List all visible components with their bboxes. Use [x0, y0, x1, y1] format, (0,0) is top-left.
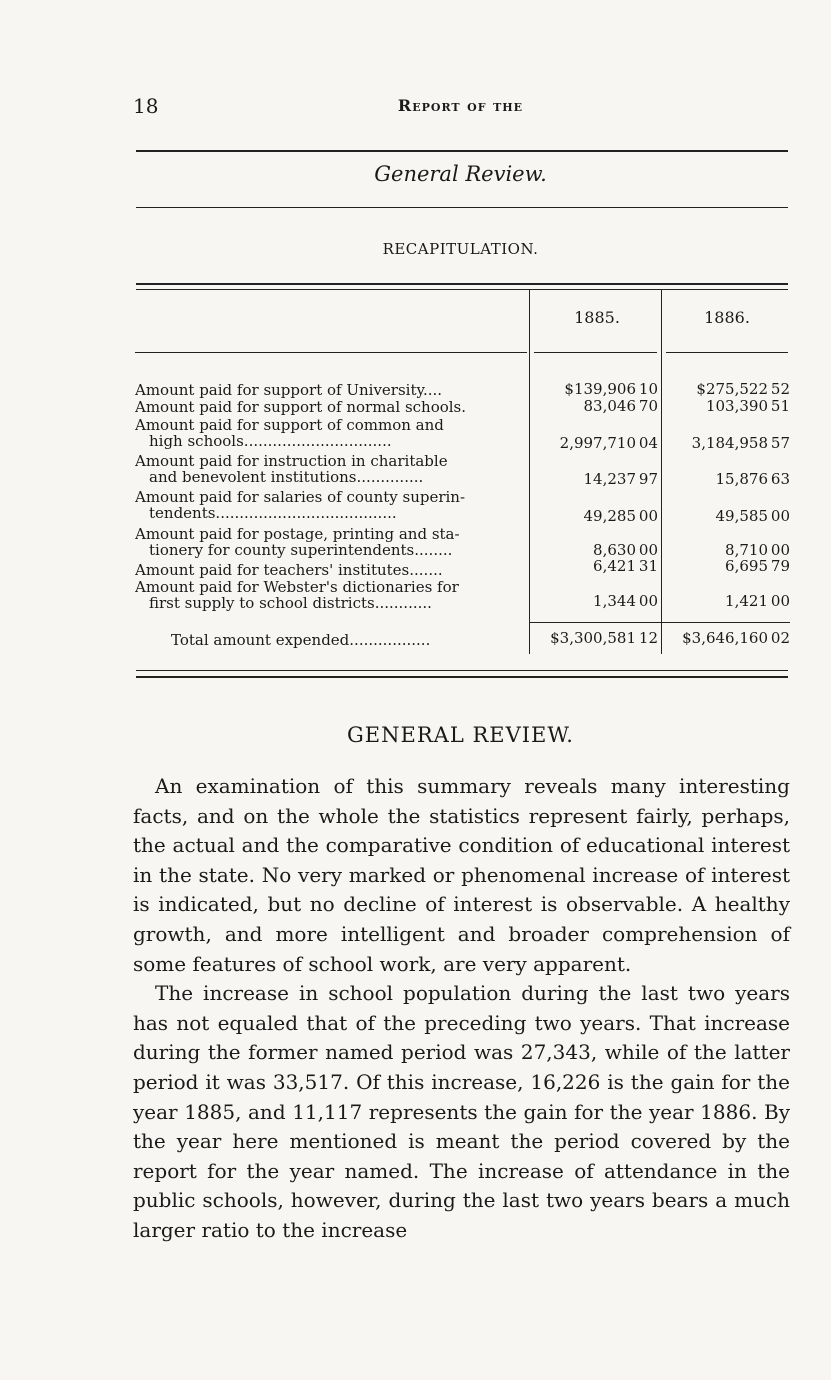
section-heading: General Review. [374, 162, 547, 186]
table-cell-1886: 8,710 00 [725, 541, 790, 559]
table-bottom-rule-thick [136, 676, 788, 678]
table-row-label: Amount paid for teachers' institutes....... [135, 562, 443, 578]
table-cell-1885: 2,997,710 04 [559, 434, 658, 452]
table-cell-1885: 1,344 00 [593, 592, 658, 610]
body-heading: GENERAL REVIEW. [347, 723, 574, 747]
header-underline [666, 352, 788, 353]
table-cell-1885: 6,421 31 [593, 557, 658, 575]
table-row-label: Amount paid for support of common and high schools............................... [135, 417, 444, 449]
table-cell-1885: 49,285 00 [583, 507, 658, 525]
table-cell-1886: 103,390 51 [705, 397, 790, 415]
section-rule [136, 207, 788, 208]
total-rule [529, 622, 790, 623]
page-number: 18 [133, 94, 159, 118]
table-heading: RECAPITULATION. [382, 240, 539, 258]
running-title: Report of the [397, 96, 524, 115]
header-underline [135, 352, 527, 353]
column-header-1885: 1885. [574, 308, 620, 327]
table-top-rule [136, 283, 788, 285]
table-bottom-rule [136, 670, 788, 671]
table-row-label: Amount paid for support of normal schools. [135, 399, 467, 415]
table-row-label: Amount paid for support of University.... [135, 382, 443, 398]
column-divider [661, 290, 662, 654]
table-row-label: Amount paid for instruction in charitable and benevolent institutions.............. [135, 453, 448, 485]
recapitulation-table [133, 290, 790, 660]
total-1886: $3,646,160 02 [682, 629, 790, 647]
table-cell-1886: 3,184,958 57 [691, 434, 790, 452]
table-cell-1885: 14,237 97 [583, 470, 658, 488]
table-cell-1885: 8,630 00 [593, 541, 658, 559]
table-row-label: Amount paid for salaries of county superin- tendents...................................... [135, 489, 466, 521]
table-cell-1885: 83,046 70 [583, 397, 658, 415]
column-divider [529, 290, 530, 654]
paragraph: An examination of this summary reveals many interesting facts, and on the whole the statistics represent fairly, perhaps, the actual and the comparative condition of educational interest in the state. No very marked or phenomenal increase of interest is indicated, but no decline of interest is observable. A healthy growth, and more intelligent and broader comprehension of some features of school work, are very apparent. [133, 774, 790, 976]
header-underline [534, 352, 657, 353]
table-cell-1885: $139,906 10 [564, 380, 658, 398]
table-cell-1886: 6,695 79 [725, 557, 790, 575]
total-1885: $3,300,581 12 [550, 629, 658, 647]
table-cell-1886: 15,876 63 [715, 470, 790, 488]
table-row-label: Amount paid for Webster's dictionaries for first supply to school districts............ [135, 579, 459, 611]
table-cell-1886: $275,522 52 [696, 380, 790, 398]
table-cell-1886: 1,421 00 [725, 592, 790, 610]
header-rule [136, 150, 788, 152]
table-row-label: Amount paid for postage, printing and sta- tionery for county superintendents........ [135, 526, 460, 558]
paragraph: The increase in school population during the last two years has not equaled that of the preceding two years. That increase during the former named period was 27,343, while of the latter period it was 33,517. Of this increase, 16,226 is the gain for the year 1885, and 11,117 represents the gain for the year 1886. By the year here mentioned is meant the period covered by the report for the year named. The increase of attendance in the public schools, however, during the last two years bears a much larger ratio to the increase [133, 981, 790, 1242]
body-text [133, 772, 790, 1246]
running-head [133, 94, 788, 120]
total-label: Total amount expended................. [171, 632, 431, 648]
table-cell-1886: 49,585 00 [715, 507, 790, 525]
column-header-1886: 1886. [704, 308, 750, 327]
